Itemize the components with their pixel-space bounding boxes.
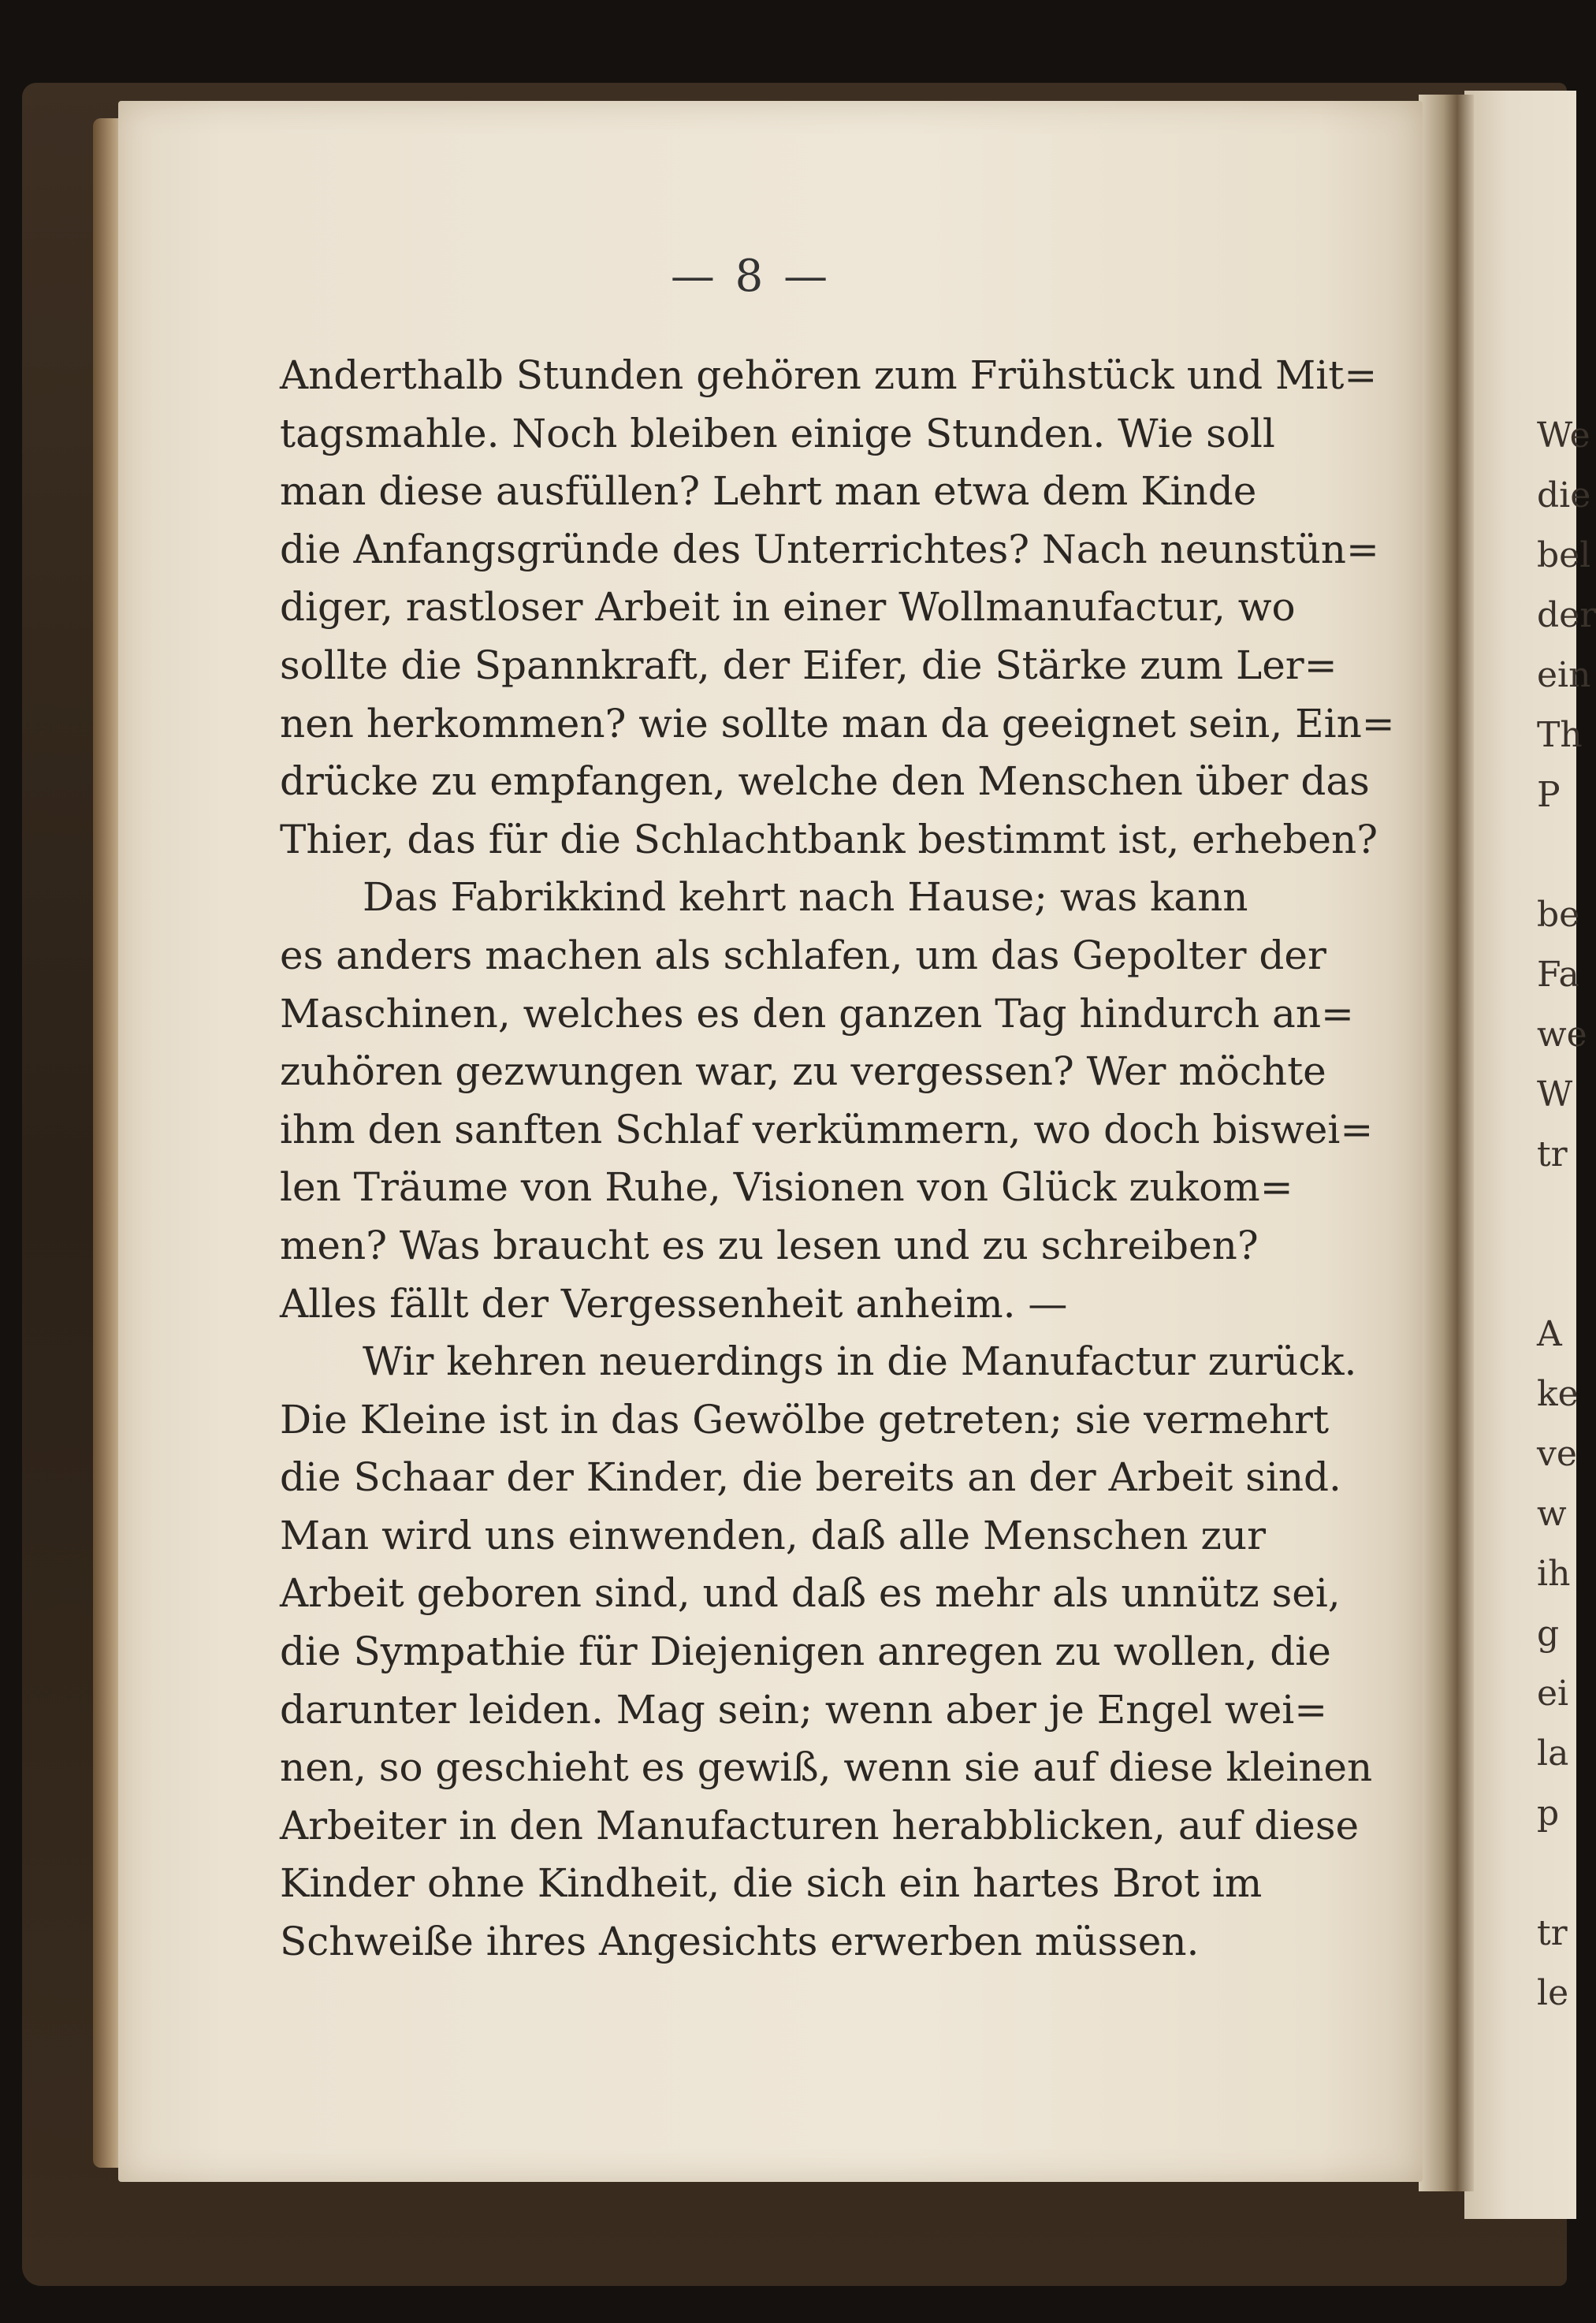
text-line: es anders machen als schlafen, um das Gepolter der bbox=[280, 932, 1326, 978]
paragraph-start-line: Das Fabrikkind kehrt nach Hause; was kann bbox=[363, 874, 1248, 921]
text-line: Thier, das für die Schlachtbank bestimmt ist, erheben? bbox=[280, 816, 1378, 862]
text-line: man diese ausfüllen? Lehrt man etwa dem Kinde bbox=[280, 468, 1257, 515]
text-line: nen herkommen? wie sollte man da geeignet sein, Ein= bbox=[280, 700, 1395, 746]
text-line: Anderthalb Stunden gehören zum Frühstück und Mit= bbox=[280, 352, 1378, 398]
text-line: zuhören gezwungen war, zu vergessen? Wer möchte bbox=[280, 1048, 1326, 1095]
text-line: darunter leiden. Mag sein; wenn aber je Engel wei= bbox=[280, 1686, 1328, 1733]
page-number: — 8 — bbox=[670, 251, 831, 302]
paragraph-start-line: Wir kehren neuerdings in die Manufactur zurück. bbox=[363, 1338, 1357, 1385]
page-body-text bbox=[280, 347, 1395, 1971]
text-line: die Schaar der Kinder, die bereits an der Arbeit sind. bbox=[280, 1454, 1341, 1501]
text-line: tagsmahle. Noch bleiben einige Stunden. Wie soll bbox=[280, 410, 1275, 456]
text-line: ihm den sanften Schlaf verkümmern, wo doch biswei= bbox=[280, 1106, 1374, 1152]
text-line: Schweiße ihres Angesichts erwerben müssen. bbox=[280, 1919, 1200, 1965]
text-line: drücke zu empfangen, welche den Menschen über das bbox=[280, 758, 1370, 805]
text-line: nen, so geschieht es gewiß, wenn sie auf diese kleinen bbox=[280, 1744, 1373, 1791]
text-line: sollte die Spannkraft, der Eifer, die Stärke zum Ler= bbox=[280, 642, 1337, 688]
book-gutter bbox=[1419, 95, 1474, 2191]
facing-page-text: We die bel der ein Th P be Fa we W tr A ke ve w ih g ei la p tr le bbox=[1537, 415, 1596, 2013]
text-line: Maschinen, welches es den ganzen Tag hindurch an= bbox=[280, 990, 1354, 1037]
text-line: Kinder ohne Kindheit, die sich ein hartes Brot im bbox=[280, 1860, 1263, 1907]
text-line: len Träume von Ruhe, Visionen von Glück zukom= bbox=[280, 1164, 1293, 1211]
text-line: Arbeit geboren sind, und daß es mehr als unnütz sei, bbox=[280, 1570, 1341, 1617]
text-line: Arbeiter in den Manufacturen herabblicken, auf diese bbox=[280, 1802, 1360, 1848]
text-line: Alles fällt der Vergessenheit anheim. — bbox=[280, 1280, 1068, 1327]
text-line: Die Kleine ist in das Gewölbe getreten; sie vermehrt bbox=[280, 1396, 1330, 1443]
text-line: men? Was braucht es zu lesen und zu schreiben? bbox=[280, 1222, 1259, 1268]
text-line: diger, rastloser Arbeit in einer Wollmanufactur, wo bbox=[280, 584, 1296, 631]
text-line: die Anfangsgründe des Unterrichtes? Nach neunstün= bbox=[280, 526, 1379, 572]
text-line: Man wird uns einwenden, daß alle Menschen zur bbox=[280, 1512, 1266, 1558]
text-line: die Sympathie für Diejenigen anregen zu wollen, die bbox=[280, 1629, 1331, 1675]
